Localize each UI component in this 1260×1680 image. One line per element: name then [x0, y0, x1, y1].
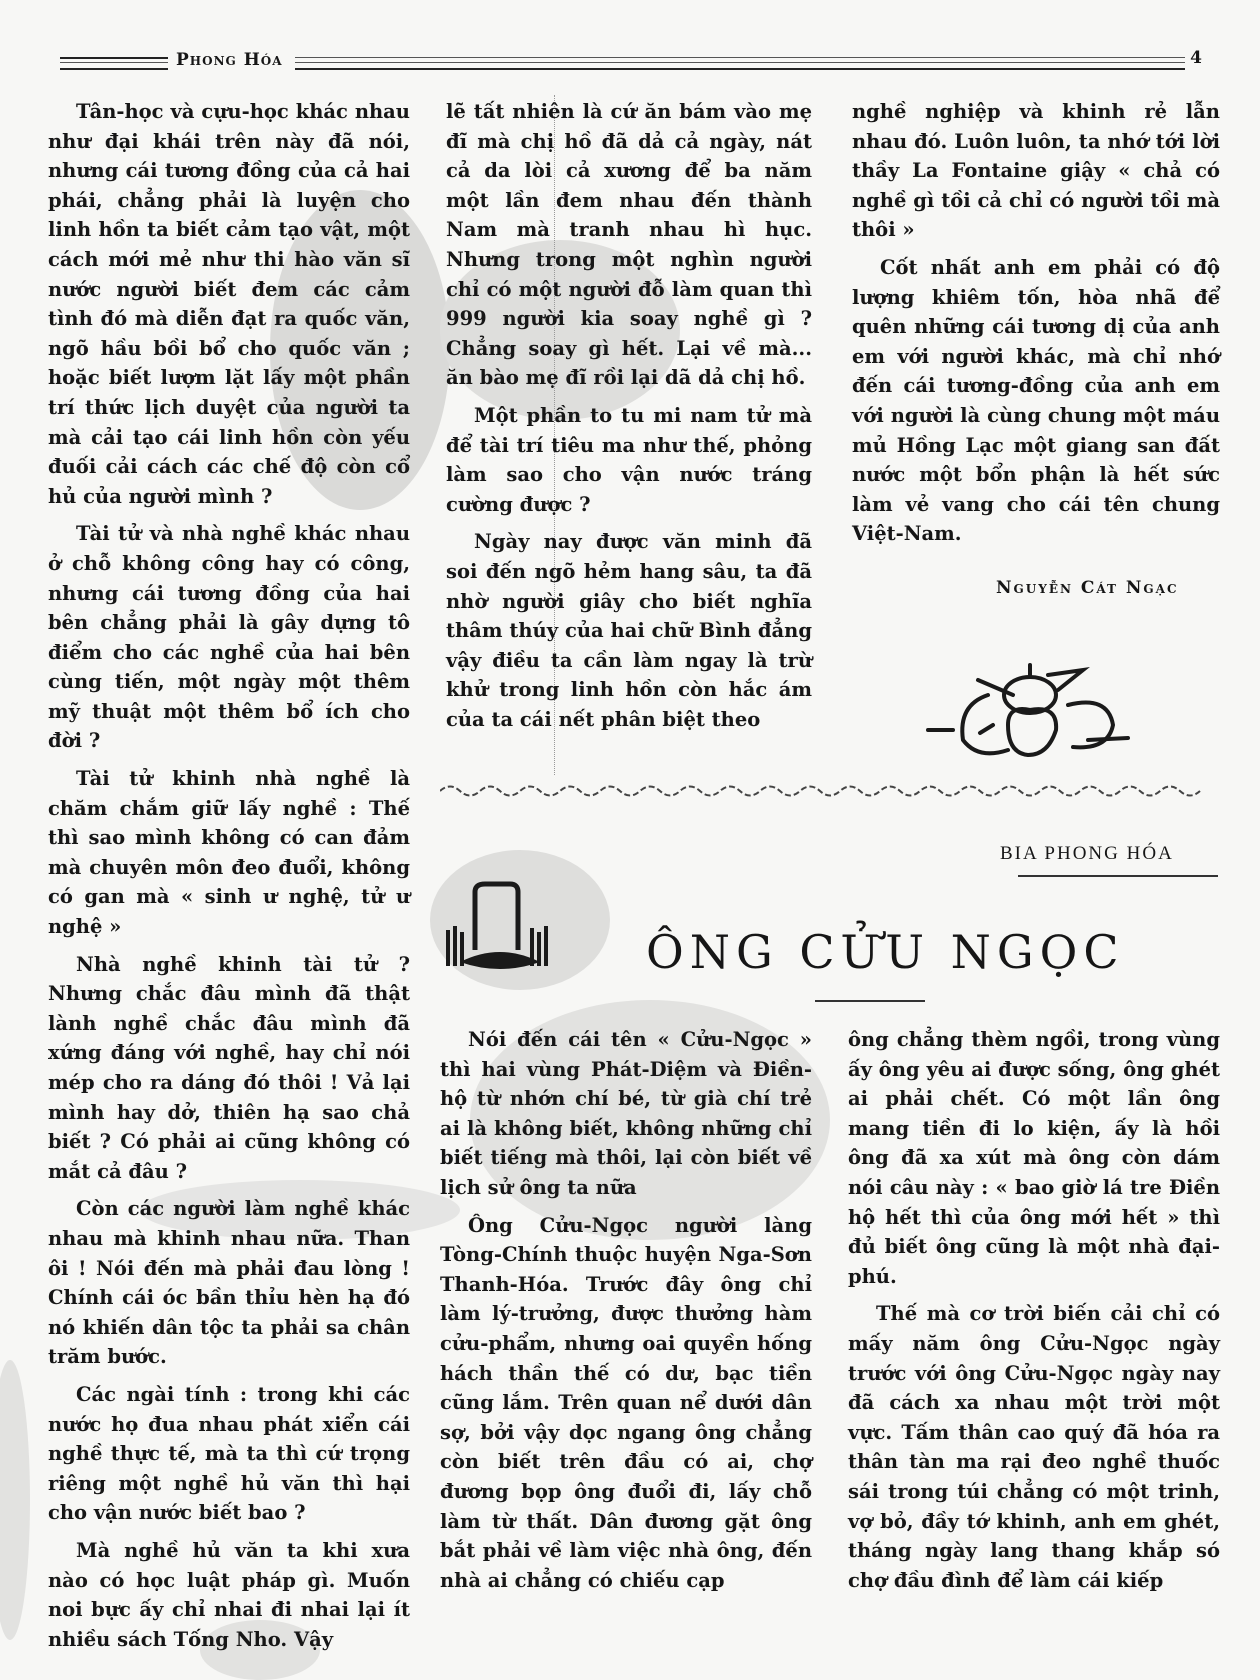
page-number: 4	[1190, 48, 1202, 68]
header-rule	[60, 68, 168, 70]
paragraph: Còn các người làm nghề khác nhau mà khinh nhau nữa. Than ôi ! Nói đến mà phải đau lòng ! Chính cái óc bần thỉu hèn hạ đó nó khiến dân tộc ta phải sa chân trăm bước.	[48, 1197, 410, 1369]
headline-underline	[815, 1000, 925, 1002]
paragraph: Ông Cửu-Ngọc người làng Tòng-Chính thuộc huyện Nga-Sơn Thanh-Hóa. Trước đây ông chỉ làm lý-trưởng, được thưởng hàm cửu-phẩm, nhưng oai quyền hống hách thần thế có dư, bạc tiền cũng lắm. Trên quan nể dưới dân sợ, bởi vậy dọc ngang ông chẳng còn biết trên đầu có ai, chợ đương bọp ông đuổi đi, lấy chỗ làm từ thất. Dân đương gặt ông bắt phải về làm việc nhà ông, đến nhà ai chẳng có chiếu cạp	[440, 1213, 812, 1592]
header-rule	[60, 57, 168, 59]
section-label: BIA PHONG HÓA	[1000, 843, 1174, 864]
fleuron-ornament-icon	[918, 655, 1168, 775]
paragraph: Các ngài tính : trong khi các nước họ đua nhau phát xiển cái nghề thực tế, mà ta thì cứ trọng riêng một nghề hủ văn thì hại cho vận nước biết bao ?	[48, 1382, 410, 1525]
paragraph: lẽ tất nhiên là cứ ăn bám vào mẹ đĩ mà chị hồ đã dả cả ngày, nát cả da lòi cả xương để ba năm một lần đem nhau đến thành Nam mà tranh nhau hì hục. Nhưng trong một nghìn người chỉ có một người đỗ làm quan thì 999 người kia soay nghề gì ? Chẳng soay gì hết. Lại về mà... ăn bào mẹ đĩ rồi lại dã dả chị hồ.	[446, 100, 812, 390]
header-rule	[295, 62, 1185, 63]
stele-lamp-icon	[440, 880, 590, 980]
paragraph: Tài tử và nhà nghề khác nhau ở chỗ không công hay có công, nhưng cái tương đồng của hai bên chẳng phải là gây dựng tô điểm cho các nghề của hai bên cùng tiến, một ngày một thêm mỹ thuật một thêm bổ ích cho đời ?	[48, 522, 410, 753]
paragraph: Thế mà cơ trời biến cải chỉ có mấy năm ông Cửu-Ngọc ngày trước với ông Cửu-Ngọc ngày nay đã cách xa nhau một trời một vực. Tấm thân cao quý đã hóa ra thân tàn ma rại đeo nghề thuốc sái trong túi chẳng có một trinh, vợ bỏ, đầy tớ khinh, anh em ghét, tháng ngày lang thang khắp só chợ đầu đình để làm cái kiếp	[848, 1302, 1220, 1592]
masthead-title: Phong Hóa	[172, 50, 287, 70]
section-label-underline	[1018, 875, 1218, 877]
article-column-1	[48, 97, 410, 1662]
article-headline: ÔNG CỬU NGỌC	[646, 925, 1125, 979]
paragraph: Nói đến cái tên « Cửu-Ngọc » thì hai vùng Phát-Diệm và Điền-hộ từ nhớn chí bé, từ già chí trẻ ai là không biết, không những chỉ biết tiếng mà thôi, lại còn biết về lịch sử ông ta nữa	[440, 1028, 812, 1199]
paragraph: Nhà nghề khinh tài tử ? Nhưng chắc đâu mình đã thật lành nghề chắc đâu mình đã xứng đáng với nghề, hay chỉ nói mép cho ra dáng đó thôi ! Vả lại mình hay dở, thiên hạ sao chả biết ? Có phải ai cũng không có mắt cả đâu ?	[48, 952, 410, 1183]
paragraph: Ngày nay được văn minh đã soi đến ngõ hẻm hang sâu, ta đã nhờ người giây cho biết nghĩa thâm thúy của hai chữ Bình đẳng vậy điều ta cần làm ngay là trừ khử trong linh hồn còn hắc ám của ta cái nết phân biệt theo	[446, 530, 812, 731]
paragraph: ông chẳng thèm ngồi, trong vùng ấy ông yêu ai được sống, ông ghét ai phải chết. Có một lần ông mang tiền đi lo kiện, ấy là hồi ông đã xa xút mà ông còn dám nói câu này : « bao giờ lá tre Điền hộ hết thì của ông mới hết » thì đủ biết ông cũng là một nhà đại-phú.	[848, 1028, 1220, 1288]
vine-ornament-icon	[440, 780, 1210, 802]
paragraph: Mà nghề hủ văn ta khi xưa nào có học luật pháp gì. Muốn noi bực ấy chỉ nhai đi nhai lại ít nhiều sách Tống Nho. Vậy	[48, 1538, 410, 1651]
paragraph: Tân-học và cựu-học khác nhau như đại khái trên này đã nói, nhưng cái tương đồng của cả hai phái, chẳng phải là luyện cho linh hồn ta biết cảm tạo vật, một cách mới mẻ như thi hào văn sĩ nước người biết đem các cảm tình đó mà diễn đạt ra quốc văn, ngõ hầu bồi bổ cho quốc văn ; hoặc biết lượm lặt lấy một phần trí thức lịch duyệt của người ta mà cải tạo cái linh hồn còn yếu đuối cải cách các chế độ còn cổ hủ của người mình ?	[48, 100, 410, 508]
masthead-header	[60, 48, 1210, 78]
paragraph: Một phần to tu mi nam tử mà để tài trí tiêu ma như thế, phỏng làm sao cho vận nước tráng cường được ?	[446, 403, 812, 516]
author-signature: Nguyễn Cát Ngạc	[996, 578, 1179, 598]
header-rule	[295, 57, 1185, 58]
article-column-3	[852, 97, 1220, 557]
header-rule	[295, 68, 1185, 70]
article-column-2	[446, 97, 812, 742]
article2-column-1	[440, 1025, 812, 1603]
header-rule	[60, 62, 168, 63]
paragraph: Cốt nhất anh em phải có độ lượng khiêm tốn, hòa nhã để quên những cái tương dị của anh em với người khác, mà chỉ nhớ đến cái tương-đồng của anh em với người là cùng chung một máu mủ Hồng Lạc một giang san đất nước một bổn phận là hết sức làm vẻ vang cho cái tên chung Việt-Nam.	[852, 255, 1220, 546]
paragraph: Tài tử khinh nhà nghề là chăm chắm giữ lấy nghề : Thế thì sao mình không có can đảm mà chuyên môn đeo đuổi, không có gan mà « sinh ư nghệ, tử ư nghệ »	[48, 767, 410, 939]
paragraph: nghề nghiệp và khinh rẻ lẫn nhau đó. Luôn luôn, ta nhớ tới lời thầy La Fontaine giậy « chả có nghề gì tồi cả chỉ có người tồi mà thôi »	[852, 100, 1220, 242]
ornamental-divider	[440, 780, 1210, 802]
article2-column-2	[848, 1025, 1220, 1603]
